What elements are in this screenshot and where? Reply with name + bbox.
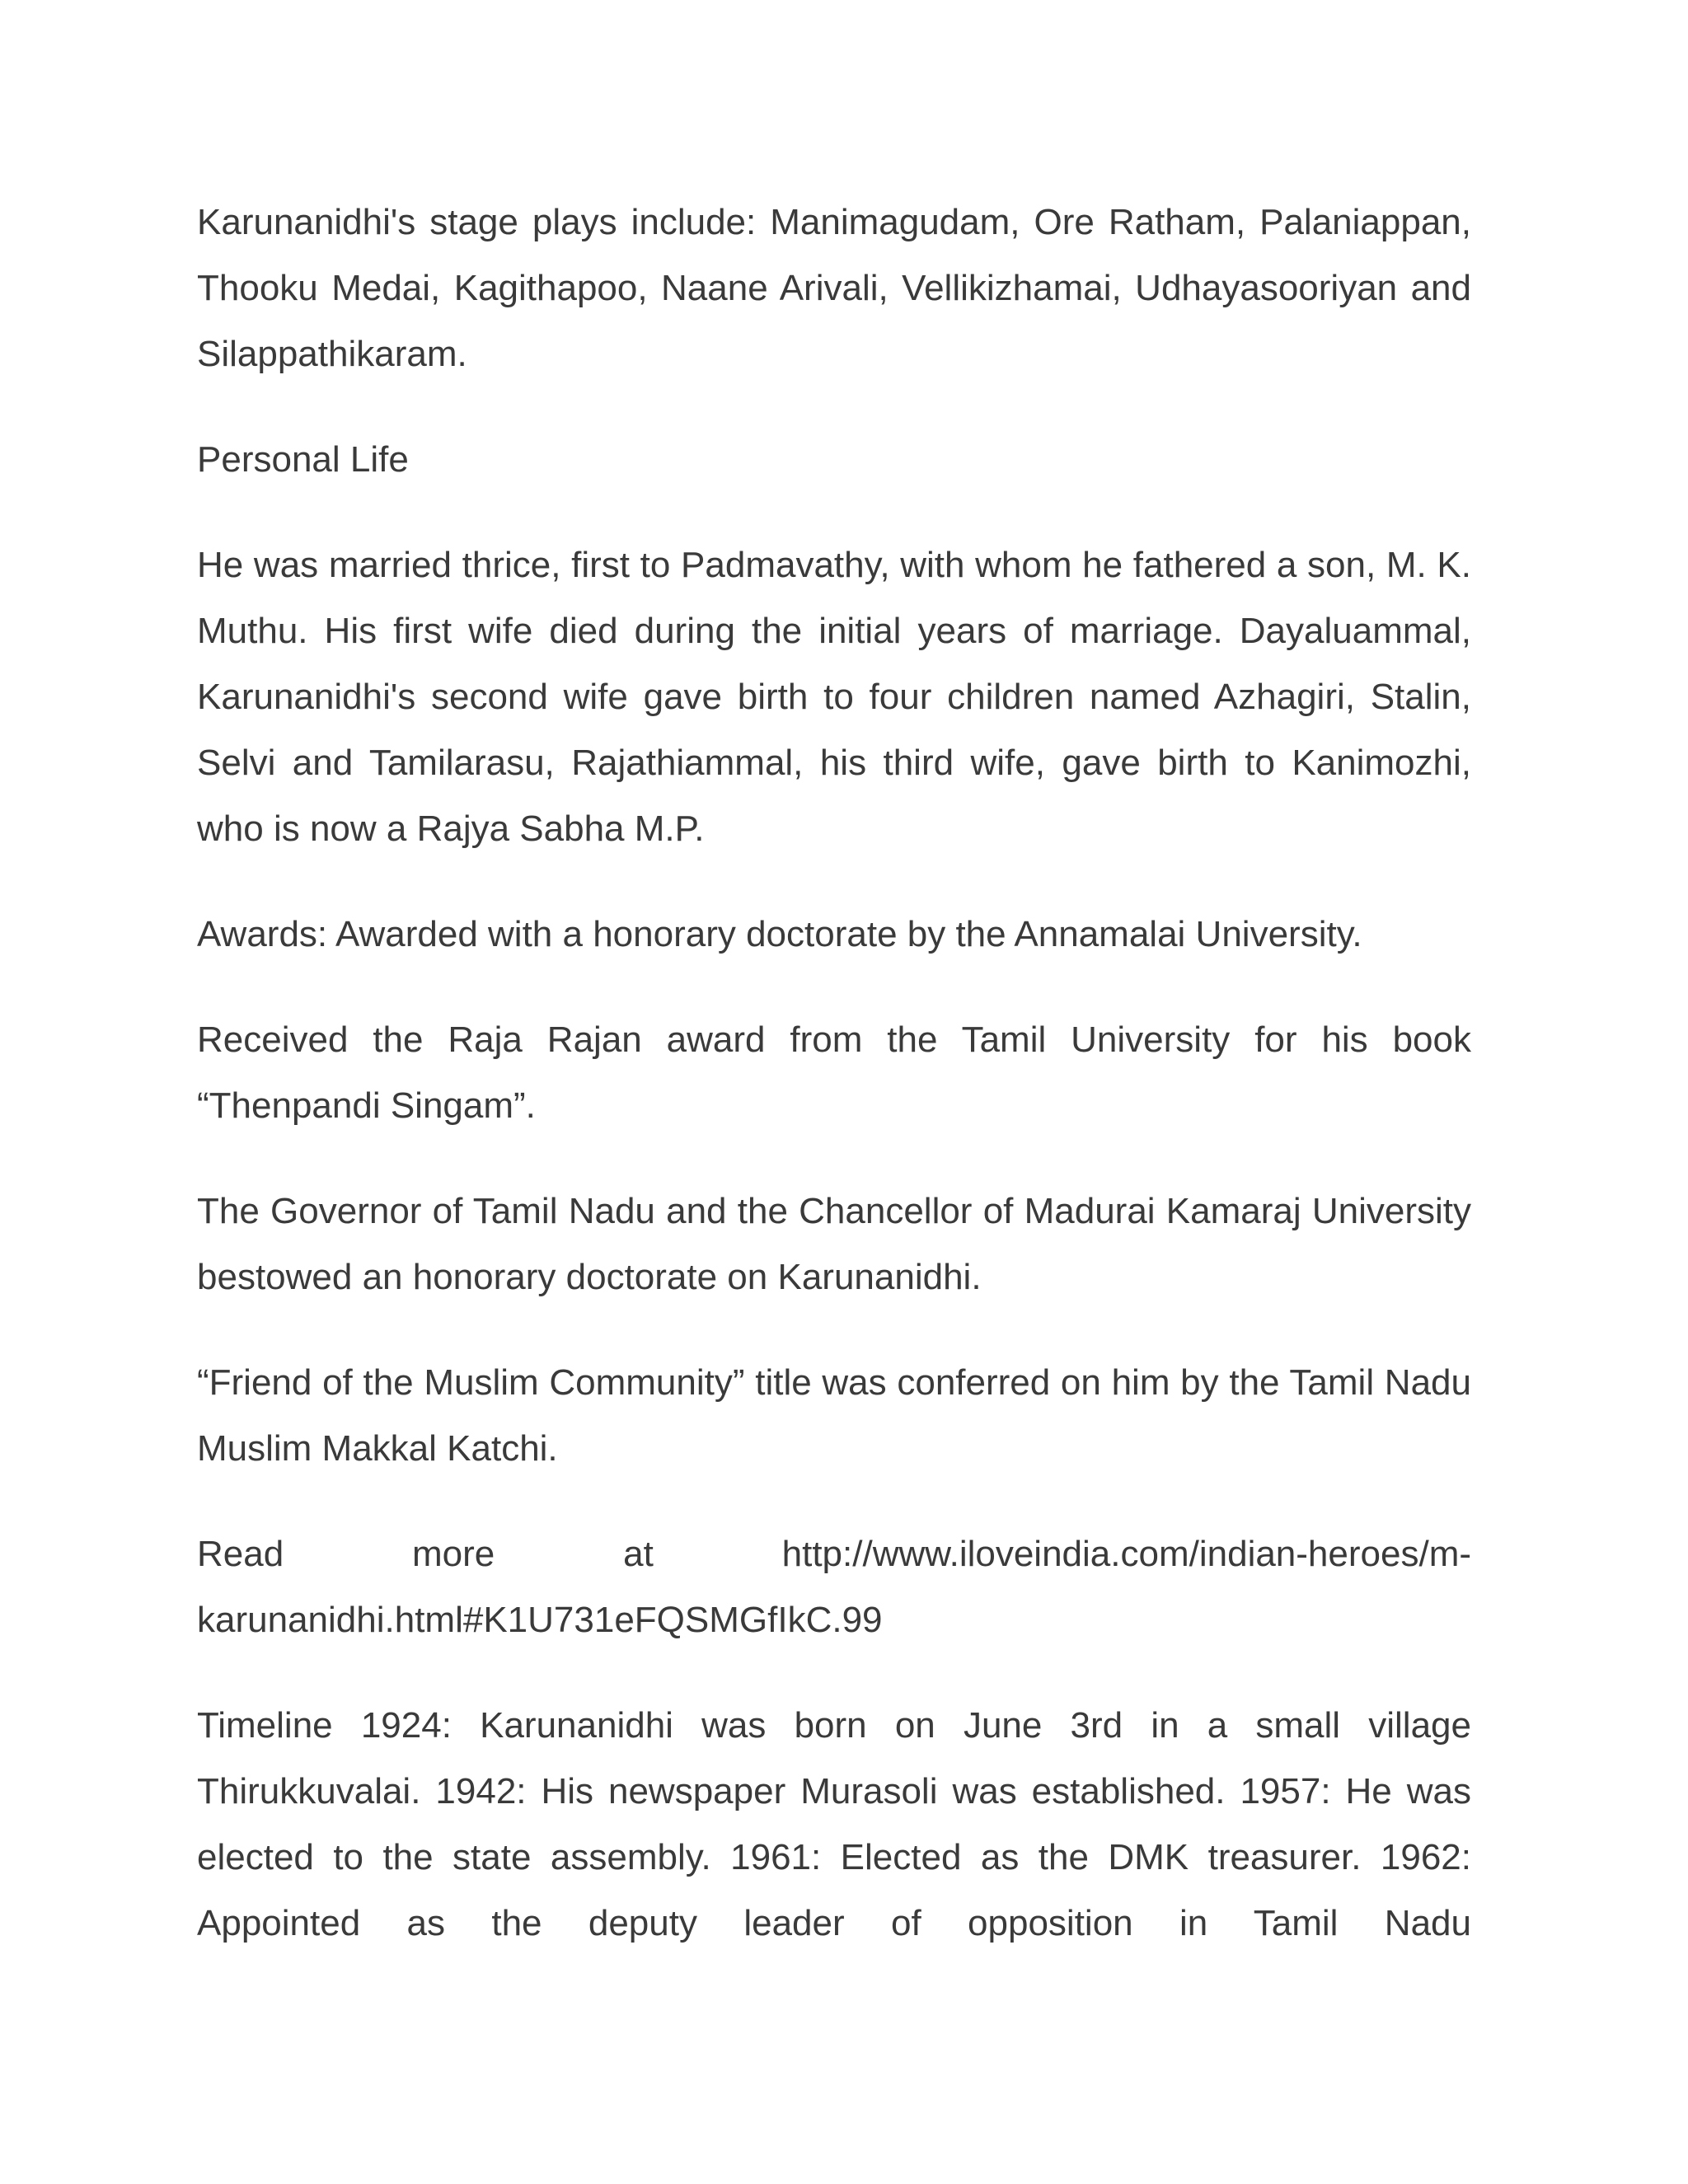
- governor-doctorate-paragraph: The Governor of Tamil Nadu and the Chancellor of Madurai Kamaraj University bestowed an honorary doctorate on Karunanidhi.: [197, 1191, 1471, 1297]
- read-more-paragraph: Read more at http://www.iloveindia.com/indian-heroes/m-karunanidhi.html#K1U731eFQSMGfIkC.99: [197, 1534, 1471, 1640]
- raja-rajan-award-paragraph: Received the Raja Rajan award from the Tamil University for his book “Thenpandi Singam”.: [197, 1019, 1471, 1126]
- timeline-paragraph: Timeline 1924: Karunanidhi was born on June 3rd in a small village Thirukkuvalai. 1942: His newspaper Murasoli was established. 1957: He was elected to the state assembly. 1961: Elected as the DMK treasurer. 1962: Appointed as the deputy leader of opposition in Tamil Nadu: [197, 1705, 1471, 1943]
- stage-plays-paragraph: Karunanidhi's stage plays include: Manimagudam, Ore Ratham, Palaniappan, Thooku Medai, Kagithapoo, Naane Arivali, Vellikizhamai, Udhayasooriyan and Silappathikaram.: [197, 202, 1471, 374]
- awards-paragraph: Awards: Awarded with a honorary doctorate by the Annamalai University.: [197, 914, 1362, 954]
- personal-life-heading: Personal Life: [197, 439, 409, 480]
- friend-muslim-community-paragraph: “Friend of the Muslim Community” title was conferred on him by the Tamil Nadu Muslim Makkal Katchi.: [197, 1362, 1471, 1469]
- document-page: [197, 190, 1471, 1996]
- personal-life-paragraph: He was married thrice, first to Padmavathy, with whom he fathered a son, M. K. Muthu. His first wife died during the initial years of marriage. Dayaluammal, Karunanidhi's second wife gave birth to four children named Azhagiri, Stalin, Selvi and Tamilarasu, Rajathiammal, his third wife, gave birth to Kanimozhi, who is now a Rajya Sabha M.P.: [197, 545, 1471, 849]
